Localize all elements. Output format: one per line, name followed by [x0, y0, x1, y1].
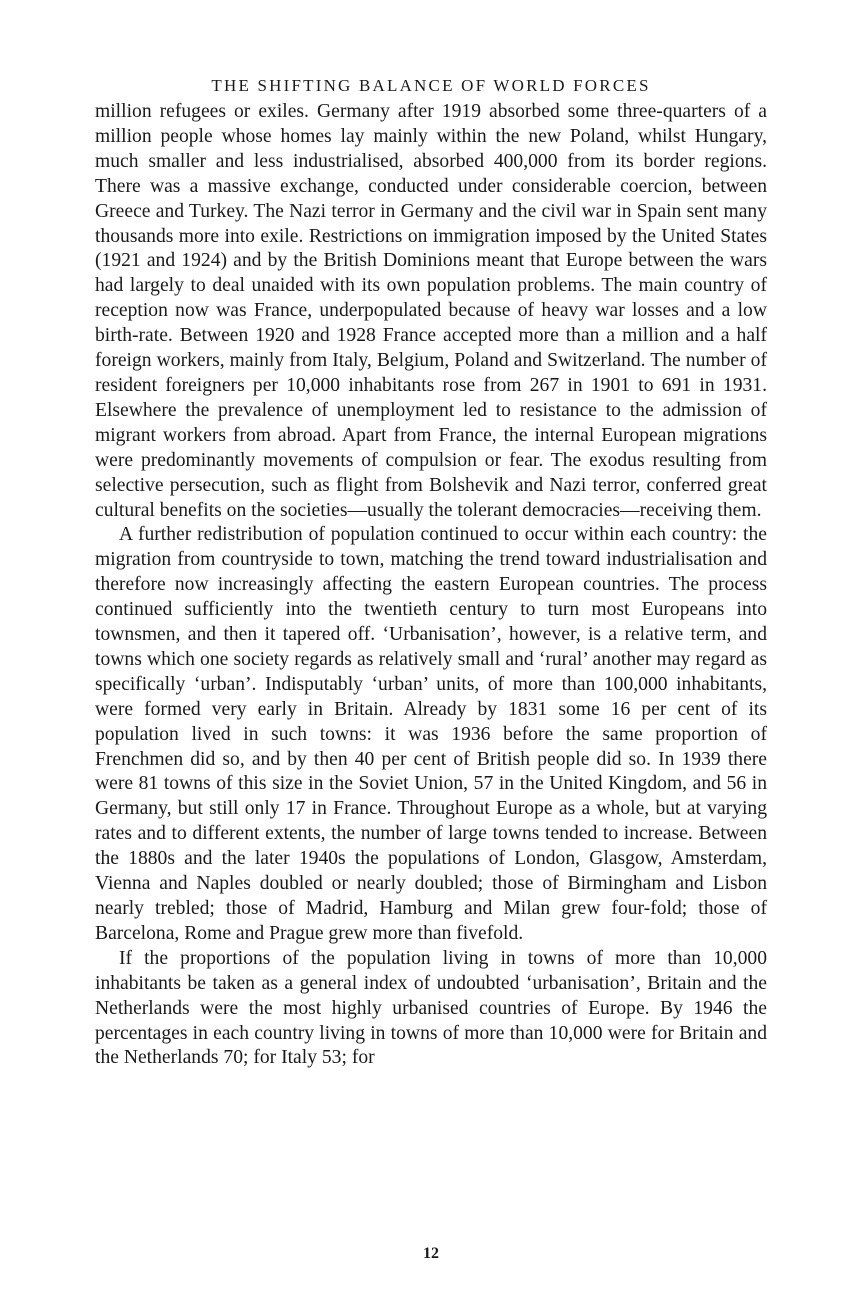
paragraph-continued: million refugees or exiles. Germany after 1919 absorbed some three-quarters of a million people whose homes lay mainly within the new Poland, whilst Hungary, much smaller and less industrialised, absorbed 400,000 from its border regions. There was a massive exchange, conducted under considerable coercion, between Greece and Turkey. The Nazi terror in Germany and the civil war in Spain sent many thousands more into exile. Restrictions on immigration imposed by the United States (1921 and 1924) and by the British Dominions meant that Europe between the wars had largely to deal unaided with its own population problems. The main country of reception now was France, underpopulated because of heavy war losses and a low birth-rate. Between 1920 and 1928 France accepted more than a million and a half foreign workers, mainly from Italy, Belgium, Poland and Switzerland. The number of resident foreigners per 10,000 inhabitants rose from 267 in 1901 to 691 in 1931. Elsewhere the prevalence of unemployment led to resistance to the admission of migrant workers from abroad. Apart from France, the internal European migrations were predominantly movements of compulsion or fear. The exodus resulting from selective persecution, such as flight from Bolshevik and Nazi terror, conferred great cultural benefits on the societies—usually the tolerant democracies—receiving them.: [95, 101, 767, 521]
paragraph-urbanisation: A further redistribution of population continued to occur within each country: the migration from countryside to town, matching the trend toward industrialisation and therefore now increasingly affecting the eastern European countries. The process continued sufficiently into the twentieth century to turn most Europeans into townsmen, and then it tapered off. ‘Urbanisation’, however, is a relative term, and towns which one society regards as relatively small and ‘rural’ another may regard as specifically ‘urban’. Indisputably ‘urban’ units, of more than 100,000 inhabitants, were formed very early in Britain. Already by 1831 some 16 per cent of its population lived in such towns: it was 1936 before the same proportion of Frenchmen did so, and by then 40 per cent of British people did so. In 1939 there were 81 towns of this size in the Soviet Union, 57 in the United Kingdom, and 56 in Germany, but still only 17 in France. Throughout Europe as a whole, but at varying rates and to different extents, the number of large towns tended to increase. Between the 1880s and the later 1940s the populations of London, Glasgow, Amsterdam, Vienna and Naples doubled or nearly doubled; those of Birmingham and Lisbon nearly trebled; those of Madrid, Hamburg and Milan grew four-fold; those of Barcelona, Rome and Prague grew more than fivefold.: [95, 524, 767, 944]
paragraph-urban-index: If the proportions of the population living in towns of more than 10,000 inhabitants be taken as a general index of undoubted ‘urbanisation’, Britain and the Netherlands were the most highly urbanised countries of Europe. By 1946 the percentages in each country living in towns of more than 10,000 were for Britain and the Netherlands 70; for Italy 53; for: [95, 947, 767, 1069]
page-body: [95, 72, 767, 1071]
running-head: THE SHIFTING BALANCE OF WORLD FORCES: [211, 76, 651, 95]
page-number: 12: [423, 1245, 439, 1262]
